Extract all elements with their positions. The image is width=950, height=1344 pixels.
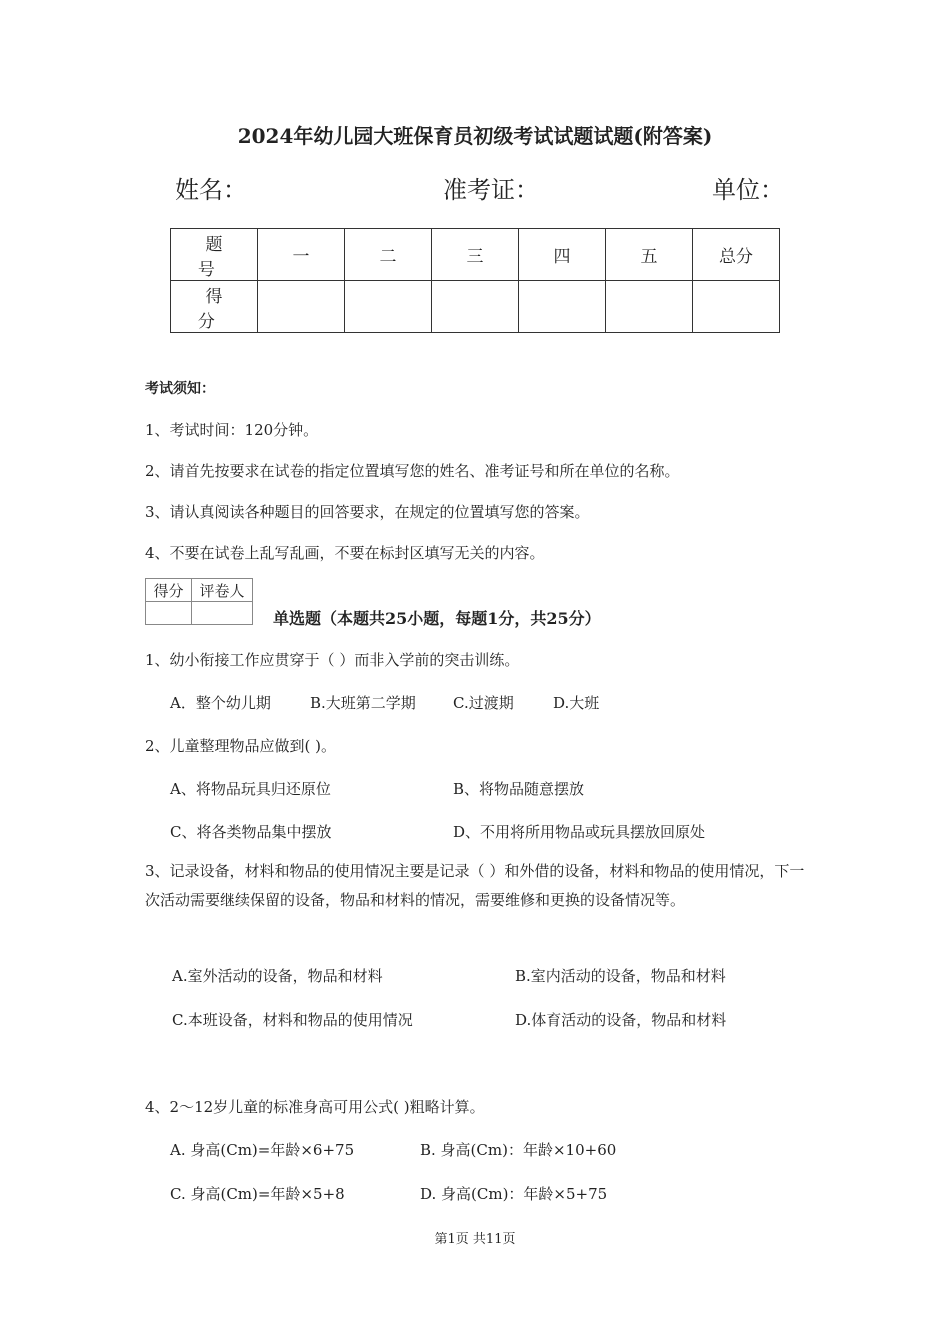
question-4: 4、2～12岁儿童的标准身高可用公式( )粗略计算。 [145,1098,485,1116]
column-total: 总分 [693,229,780,281]
q2-option-a[interactable]: A、将物品玩具归还原位 [170,780,331,798]
section-title: 单选题（本题共25小题，每题1分，共25分） [273,609,601,628]
q1-option-a[interactable]: A．整个幼儿期 [170,694,271,712]
q3-option-b[interactable]: B.室内活动的设备，物品和材料 [515,967,726,985]
score-table-score-row [171,281,780,333]
q2-option-b[interactable]: B、将物品随意摆放 [453,780,585,798]
score-table [170,228,780,333]
question-2: 2、儿童整理物品应做到( )。 [145,737,337,755]
q4-option-c[interactable]: C. 身高(Cm)=年龄×5+8 [170,1185,345,1203]
q3-option-d[interactable]: D.体育活动的设备，物品和材料 [515,1011,727,1029]
page-title: 2024年幼儿园大班保育员初级考试试题试题(附答案) [237,124,713,148]
score-table-header-row [171,229,780,281]
column-3: 三 [432,229,519,281]
score-cell-3[interactable] [432,281,519,333]
q3-option-c[interactable]: C.本班设备，材料和物品的使用情况 [172,1011,413,1029]
q2-option-c[interactable]: C、将各类物品集中摆放 [170,823,332,841]
score-cell-5[interactable] [606,281,693,333]
q1-option-b[interactable]: B.大班第二学期 [310,694,416,712]
note-item: 1、考试时间：120分钟。 [145,421,319,439]
grader-reviewer-label: 评卷人 [191,579,252,602]
notes-title: 考试须知： [145,381,215,397]
score-cell-4[interactable] [519,281,606,333]
page-footer: 第1页 共11页 [434,1232,516,1247]
column-2: 二 [345,229,432,281]
q2-option-d[interactable]: D、不用将所用物品或玩具摆放回原处 [453,823,706,841]
unit-label: 单位： [712,176,784,204]
grader-box [145,578,253,625]
q4-option-a[interactable]: A. 身高(Cm)=年龄×6+75 [170,1141,355,1159]
name-label: 姓名： [175,176,247,204]
score-cell-total[interactable] [693,281,780,333]
question-1: 1、幼小衔接工作应贯穿于（ ）而非入学前的突击训练。 [145,651,520,669]
column-5: 五 [606,229,693,281]
question-number-label: 题 号 [171,229,258,281]
q4-option-b[interactable]: B. 身高(Cm)：年龄×10+60 [420,1141,617,1159]
grader-reviewer-cell[interactable] [191,602,252,625]
grader-score-cell[interactable] [146,602,192,625]
exam-id-label: 准考证： [443,176,539,204]
question-3: 3、记录设备，材料和物品的使用情况主要是记录（ ）和外借的设备，材料和物品的使用情况，下一次活动需要继续保留的设备，物品和材料的情况，需要维修和更换的设备情况等。 [145,862,805,909]
note-item: 2、请首先按要求在试卷的指定位置填写您的姓名、准考证号和所在单位的名称。 [145,462,680,480]
score-cell-2[interactable] [345,281,432,333]
column-1: 一 [258,229,345,281]
note-item: 4、不要在试卷上乱写乱画，不要在标封区填写无关的内容。 [145,544,545,562]
q4-option-d[interactable]: D. 身高(Cm)：年龄×5+75 [420,1185,608,1203]
column-4: 四 [519,229,606,281]
q1-option-d[interactable]: D.大班 [553,694,600,712]
note-item: 3、请认真阅读各种题目的回答要求，在规定的位置填写您的答案。 [145,503,590,521]
q3-option-a[interactable]: A.室外活动的设备，物品和材料 [172,967,383,985]
score-cell-1[interactable] [258,281,345,333]
grader-score-label: 得分 [146,579,192,602]
q1-option-c[interactable]: C.过渡期 [453,694,514,712]
score-label: 得 分 [171,281,258,333]
